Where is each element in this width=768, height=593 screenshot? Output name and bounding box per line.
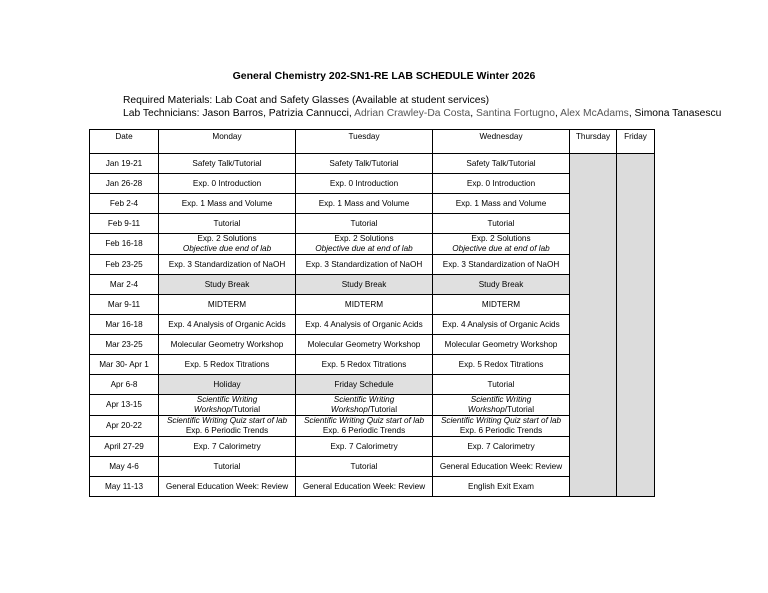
cell-line: Exp. 7 Calorimetry xyxy=(330,441,398,451)
required-materials: Required Materials: Lab Coat and Safety Glasses (Available at student services) xyxy=(123,95,490,106)
cell-line: General Education Week: Review xyxy=(302,481,426,491)
schedule-cell xyxy=(296,437,433,457)
technician-separator: , xyxy=(628,108,635,119)
schedule-cell xyxy=(433,234,570,255)
cell-line-italic: Workshop xyxy=(193,405,231,414)
cell-line: Exp. 5 Redox Titrations xyxy=(184,359,270,369)
schedule-cell xyxy=(159,457,296,477)
schedule-cell xyxy=(296,335,433,355)
col-header-tuesday: Tuesday xyxy=(296,130,433,154)
schedule-cell xyxy=(296,375,433,395)
document-title: General Chemistry 202-SN1-RE LAB SCHEDULE Winter 2026 xyxy=(232,70,536,82)
cell-line: Study Break xyxy=(204,279,250,289)
technician-name: Patrizia Cannucci xyxy=(268,108,349,119)
technicians-list xyxy=(202,108,721,119)
schedule-cell xyxy=(296,255,433,275)
schedule-cell xyxy=(433,457,570,477)
schedule-body xyxy=(90,154,655,497)
cell-line: Exp. 7 Calorimetry xyxy=(193,441,261,451)
schedule-cell xyxy=(296,174,433,194)
date-cell: Mar 30- Apr 1 xyxy=(90,355,159,375)
cell-line: Tutorial xyxy=(350,218,378,228)
cell-line: Exp. 7 Calorimetry xyxy=(467,441,535,451)
cell-line-italic: Scientific Writing Quiz start of lab xyxy=(440,416,562,425)
cell-line: Exp. 2 Solutions xyxy=(471,234,531,243)
date-cell: Mar 2-4 xyxy=(90,275,159,295)
schedule-cell xyxy=(159,214,296,234)
schedule-cell xyxy=(433,194,570,214)
schedule-cell xyxy=(159,174,296,194)
friday-blank-column xyxy=(617,154,655,497)
technician-name: Santina Fortugno xyxy=(475,108,555,119)
col-header-wednesday: Wednesday xyxy=(433,130,570,154)
cell-line: Exp. 5 Redox Titrations xyxy=(321,359,407,369)
technician-name: Alex McAdams xyxy=(560,108,629,119)
cell-line-italic: Workshop xyxy=(467,405,505,414)
schedule-cell xyxy=(433,335,570,355)
schedule-cell xyxy=(159,194,296,214)
technician-separator: , xyxy=(554,108,561,119)
cell-line: Exp. 3 Standardization of NaOH xyxy=(168,259,286,269)
cell-line: Exp. 4 Analysis of Organic Acids xyxy=(168,319,286,329)
col-header-friday: Friday xyxy=(617,130,655,154)
schedule-cell xyxy=(433,255,570,275)
cell-line: Holiday xyxy=(213,379,241,389)
date-cell: Mar 9-11 xyxy=(90,295,159,315)
header-row xyxy=(90,130,655,154)
cell-line: Exp. 6 Periodic Trends xyxy=(459,426,543,435)
schedule-cell xyxy=(296,355,433,375)
cell-line: /Tutorial xyxy=(504,405,535,414)
technician-name: Jason Barros xyxy=(202,108,264,119)
schedule-cell xyxy=(159,295,296,315)
cell-line: Exp. 6 Periodic Trends xyxy=(185,426,269,435)
cell-line: Exp. 6 Periodic Trends xyxy=(322,426,406,435)
schedule-cell xyxy=(433,174,570,194)
cell-line: Exp. 0 Introduction xyxy=(466,178,536,188)
schedule-cell xyxy=(296,315,433,335)
technician-separator: , xyxy=(470,108,476,119)
cell-line: General Education Week: Review xyxy=(439,461,563,471)
date-cell: May 4-6 xyxy=(90,457,159,477)
schedule-cell xyxy=(433,275,570,295)
cell-line: MIDTERM xyxy=(481,299,521,309)
cell-line: Molecular Geometry Workshop xyxy=(307,339,421,349)
technician-name: Simona Tanasescu xyxy=(634,108,722,119)
schedule-cell xyxy=(433,477,570,497)
cell-line: Tutorial xyxy=(213,461,241,471)
cell-line: Safety Talk/Tutorial xyxy=(466,158,536,168)
schedule-cell xyxy=(296,395,433,416)
schedule-cell xyxy=(433,214,570,234)
cell-line: Exp. 1 Mass and Volume xyxy=(318,198,410,208)
date-cell: Feb 2-4 xyxy=(90,194,159,214)
cell-line: Study Break xyxy=(341,279,387,289)
cell-line: Exp. 5 Redox Titrations xyxy=(458,359,544,369)
col-header-thursday: Thursday xyxy=(570,130,617,154)
cell-line: Study Break xyxy=(478,279,524,289)
schedule-cell xyxy=(159,255,296,275)
cell-line: Molecular Geometry Workshop xyxy=(444,339,558,349)
schedule-cell xyxy=(433,437,570,457)
technician-separator: , xyxy=(263,108,269,119)
schedule-cell xyxy=(159,335,296,355)
cell-line: Safety Talk/Tutorial xyxy=(329,158,399,168)
schedule-cell xyxy=(296,214,433,234)
cell-line: Friday Schedule xyxy=(334,379,394,389)
schedule-cell xyxy=(159,375,296,395)
date-cell: Jan 26-28 xyxy=(90,174,159,194)
schedule-cell xyxy=(296,234,433,255)
cell-line-italic: Workshop xyxy=(330,405,368,414)
schedule-cell xyxy=(296,457,433,477)
schedule-cell xyxy=(296,154,433,174)
schedule-cell xyxy=(433,154,570,174)
cell-line: Exp. 1 Mass and Volume xyxy=(181,198,273,208)
cell-line: Exp. 0 Introduction xyxy=(192,178,262,188)
technicians-label: Lab Technicians: xyxy=(123,108,203,119)
schedule-cell xyxy=(433,355,570,375)
cell-line: Safety Talk/Tutorial xyxy=(192,158,262,168)
date-cell: April 27-29 xyxy=(90,437,159,457)
date-cell: Mar 16-18 xyxy=(90,315,159,335)
schedule-cell xyxy=(433,315,570,335)
cell-line-italic: Scientific Writing Quiz start of lab xyxy=(303,416,425,425)
col-header-monday: Monday xyxy=(159,130,296,154)
cell-line-italic: Objective due end of lab xyxy=(182,244,272,253)
cell-line: Tutorial xyxy=(487,218,515,228)
schedule-cell xyxy=(159,355,296,375)
date-cell: Apr 6-8 xyxy=(90,375,159,395)
cell-line: Exp. 3 Standardization of NaOH xyxy=(442,259,560,269)
cell-line-italic: Scientific Writing xyxy=(196,395,258,404)
date-cell: Feb 9-11 xyxy=(90,214,159,234)
table-row xyxy=(90,154,655,174)
technician-separator: , xyxy=(348,108,355,119)
schedule-cell xyxy=(433,295,570,315)
cell-line: Exp. 0 Introduction xyxy=(329,178,399,188)
schedule-cell xyxy=(433,395,570,416)
lab-technicians xyxy=(123,108,721,119)
schedule-cell xyxy=(296,295,433,315)
schedule-cell xyxy=(433,375,570,395)
schedule-cell xyxy=(159,234,296,255)
schedule-cell xyxy=(159,154,296,174)
schedule-cell xyxy=(433,416,570,437)
cell-line-italic: Scientific Writing xyxy=(333,395,395,404)
schedule-cell xyxy=(159,315,296,335)
schedule-cell xyxy=(296,416,433,437)
cell-line: /Tutorial xyxy=(367,405,398,414)
cell-line: Tutorial xyxy=(487,379,515,389)
cell-line: MIDTERM xyxy=(344,299,384,309)
cell-line-italic: Objective due at end of lab xyxy=(315,244,413,253)
cell-line: Exp. 1 Mass and Volume xyxy=(455,198,547,208)
schedule-cell xyxy=(159,477,296,497)
cell-line: Tutorial xyxy=(213,218,241,228)
cell-line: Exp. 4 Analysis of Organic Acids xyxy=(442,319,560,329)
cell-line-italic: Scientific Writing xyxy=(470,395,532,404)
date-cell: Mar 23-25 xyxy=(90,335,159,355)
schedule-cell xyxy=(296,275,433,295)
cell-line: Exp. 2 Solutions xyxy=(197,234,257,243)
thursday-blank-column xyxy=(570,154,617,497)
lab-schedule-table xyxy=(89,129,655,497)
schedule-cell xyxy=(159,437,296,457)
cell-line: English Exit Exam xyxy=(468,481,534,491)
schedule-cell xyxy=(159,395,296,416)
schedule-cell xyxy=(296,194,433,214)
technician-name: Adrian Crawley-Da Costa xyxy=(354,108,471,119)
date-cell: Feb 16-18 xyxy=(90,234,159,255)
col-header-date: Date xyxy=(90,130,159,154)
cell-line-italic: Objective due at end of lab xyxy=(452,244,550,253)
cell-line: Exp. 2 Solutions xyxy=(334,234,394,243)
cell-line: Exp. 4 Analysis of Organic Acids xyxy=(305,319,423,329)
date-cell: Feb 23-25 xyxy=(90,255,159,275)
date-cell: Apr 20-22 xyxy=(90,416,159,437)
date-cell: Apr 13-15 xyxy=(90,395,159,416)
cell-line: Exp. 3 Standardization of NaOH xyxy=(305,259,423,269)
date-cell: Jan 19-21 xyxy=(90,154,159,174)
cell-line-italic: Scientific Writing Quiz start of lab xyxy=(166,416,288,425)
cell-line: Tutorial xyxy=(350,461,378,471)
date-cell: May 11-13 xyxy=(90,477,159,497)
cell-line: General Education Week: Review xyxy=(165,481,289,491)
schedule-cell xyxy=(296,477,433,497)
schedule-cell xyxy=(159,275,296,295)
cell-line: MIDTERM xyxy=(207,299,247,309)
cell-line: /Tutorial xyxy=(230,405,261,414)
schedule-cell xyxy=(159,416,296,437)
cell-line: Molecular Geometry Workshop xyxy=(170,339,284,349)
